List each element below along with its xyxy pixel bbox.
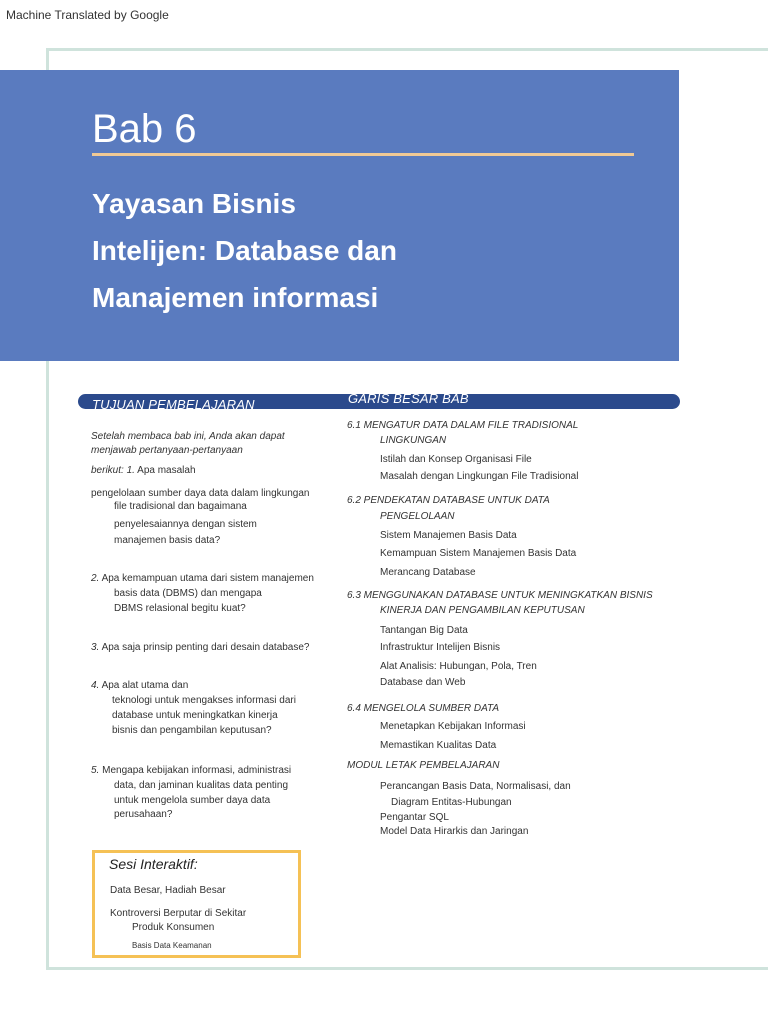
question-text: Apa saja prinsip penting dari desain database?: [99, 642, 310, 653]
intro-text: menjawab pertanyaan-pertanyaan: [91, 445, 243, 456]
question-1-line: manajemen basis data?: [114, 535, 221, 546]
question-number: 4.: [91, 680, 100, 691]
outline-item: Infrastruktur Intelijen Bisnis: [380, 642, 501, 653]
outline-section-6-1: 6.1 MENGATUR DATA DALAM FILE TRADISIONAL: [347, 420, 579, 431]
chapter-title: [92, 180, 652, 321]
question-4-line: database untuk meningkatkan kinerja: [112, 710, 278, 721]
question-5-line: untuk mengelola sumber daya data: [114, 795, 271, 806]
intro-text-rest: Apa masalah: [134, 465, 196, 476]
outline-item: Masalah dengan Lingkungan File Tradisional: [380, 471, 579, 482]
session-item: Data Besar, Hadiah Besar: [110, 885, 226, 896]
intro-text: [91, 464, 196, 477]
machine-translated-label: Machine Translated by Google: [6, 8, 169, 22]
outline-item: Istilah dan Konsep Organisasi File: [380, 454, 532, 465]
outline-item: Diagram Entitas-Hubungan: [391, 797, 512, 808]
question-number: 3.: [91, 642, 100, 653]
chapter-divider: [92, 153, 634, 156]
frame-top-border: [46, 48, 768, 51]
outline-section-6-4: 6.4 MENGELOLA SUMBER DATA: [347, 703, 500, 714]
question-number: 5.: [91, 765, 100, 776]
outline-item: Alat Analisis: Hubungan, Pola, Tren: [380, 661, 537, 672]
interactive-session-title: Sesi Interaktif:: [109, 856, 198, 872]
outline-section-6-3: KINERJA DAN PENGAMBILAN KEPUTUSAN: [380, 605, 585, 616]
outline-item: Database dan Web: [380, 677, 466, 688]
question-5-line: [91, 764, 291, 777]
chapter-title-line: Yayasan Bisnis: [92, 188, 296, 219]
question-2-line: basis data (DBMS) dan mengapa: [114, 588, 262, 599]
session-item: Kontroversi Berputar di Sekitar: [110, 908, 247, 919]
outline-section-6-3: 6.3 MENGGUNAKAN DATABASE UNTUK MENINGKATKAN BISNIS: [347, 590, 653, 601]
intro-text: Setelah membaca bab ini, Anda akan dapat: [91, 431, 285, 442]
question-text: Apa alat utama dan: [99, 680, 189, 691]
outline-section-6-1: LINGKUNGAN: [380, 435, 447, 446]
outline-item: Kemampuan Sistem Manajemen Basis Data: [380, 548, 577, 559]
chapter-outline-heading: GARIS BESAR BAB: [348, 391, 469, 406]
question-number: 2.: [91, 573, 100, 584]
question-4-line: bisnis dan pengambilan keputusan?: [112, 725, 272, 736]
question-1-line: pengelolaan sumber daya data dalam lingkungan: [91, 488, 310, 499]
question-4-line: teknologi untuk mengakses informasi dari: [112, 695, 296, 706]
outline-modules-heading: MODUL LETAK PEMBELAJARAN: [347, 760, 500, 771]
question-2-line: [91, 572, 314, 585]
outline-section-6-2: PENGELOLAAN: [380, 511, 455, 522]
learning-objectives-heading: TUJUAN PEMBELAJARAN: [92, 397, 255, 412]
outline-item: Sistem Manajemen Basis Data: [380, 530, 517, 541]
question-2-line: DBMS relasional begitu kuat?: [114, 603, 246, 614]
outline-item: Pengantar SQL: [380, 812, 449, 823]
question-3-line: [91, 641, 310, 654]
question-5-line: data, dan jaminan kualitas data penting: [114, 780, 289, 791]
session-item: Basis Data Keamanan: [132, 941, 212, 950]
frame-bottom-border: [46, 967, 768, 970]
intro-text-italic: berikut: 1.: [91, 465, 135, 476]
outline-item: Perancangan Basis Data, Normalisasi, dan: [380, 781, 571, 792]
question-text: Apa kemampuan utama dari sistem manajemen: [99, 573, 314, 584]
outline-item: Menetapkan Kebijakan Informasi: [380, 721, 526, 732]
question-1-line: file tradisional dan bagaimana: [114, 501, 247, 512]
outline-item: Model Data Hirarkis dan Jaringan: [380, 826, 529, 837]
question-text: Mengapa kebijakan informasi, administrasi: [99, 765, 292, 776]
question-5-line: perusahaan?: [114, 809, 173, 820]
chapter-title-line: Intelijen: Database dan: [92, 235, 397, 266]
question-1-line: penyelesaiannya dengan sistem: [114, 519, 257, 530]
outline-item: Tantangan Big Data: [380, 625, 468, 636]
chapter-title-line: Manajemen informasi: [92, 282, 379, 313]
outline-section-6-2: 6.2 PENDEKATAN DATABASE UNTUK DATA: [347, 495, 550, 506]
chapter-number: Bab 6: [92, 107, 197, 151]
outline-item: Merancang Database: [380, 567, 476, 578]
session-item: Produk Konsumen: [132, 922, 215, 933]
outline-item: Memastikan Kualitas Data: [380, 740, 497, 751]
question-4-line: [91, 679, 188, 692]
